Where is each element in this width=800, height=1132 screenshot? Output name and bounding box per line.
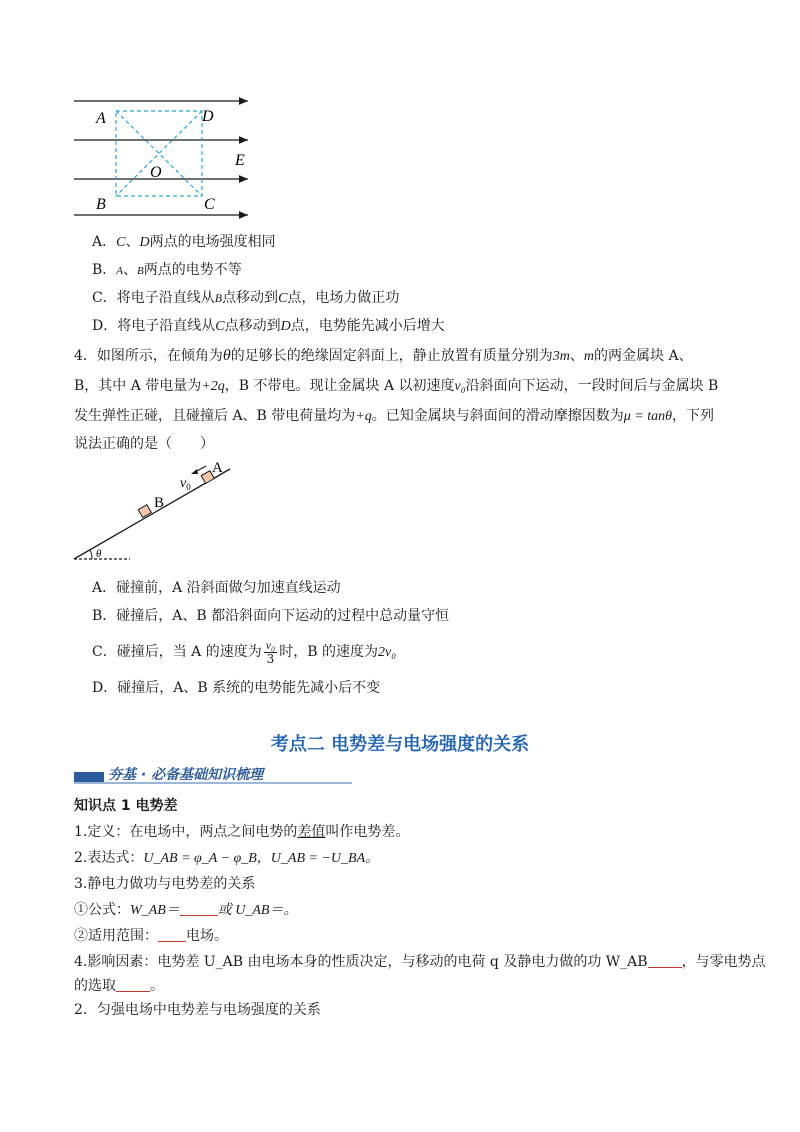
next-topic-line: 2．匀强电场中电势差与电场强度的关系 [74,1002,321,1018]
q4-line-4: 说法正确的是（ ） [74,436,214,452]
expression-line: 2.表达式：U_AB = φ_A − φ_B，U_AB = −U_BA。 [74,850,380,866]
formula-line: ①公式：W_AB＝ 或 U_AB＝。 [74,902,298,918]
block-b-label: B [154,495,165,511]
label-c: C [204,196,215,213]
banner-bar [74,772,104,782]
factor-line-2: 的选取 。 [74,978,164,994]
relation-line: 3.静电力做功与电势差的关系 [74,876,256,892]
incline-figure [70,455,240,565]
blank-w-ab[interactable] [648,953,682,968]
block-a-label: A [212,460,223,476]
factor-line-1: 4.影响因素：电势差 U_AB 由电场本身的性质决定，与移动的电荷 q 及静电力做的功 W_AB ，与零电势点 [74,954,766,970]
electric-field-figure [70,90,260,225]
scope-line: ②适用范围： 电场。 [74,928,228,944]
q4-option-a: A．碰撞前，A 沿斜面做匀加速直线运动 [92,580,341,596]
q4-option-d: D．碰撞后，A、B 系统的电势能先减小后不变 [92,680,381,696]
banner-text: 夯基 · 必备基础知识梳理 [108,767,264,783]
label-a: A [96,110,106,127]
q4-option-c: C．碰撞后，当 A 的速度为 $\frac{\text{v₀}}{3}$ 时，B 的速度为2v₀ [92,637,397,666]
q3-option-c: C．将电子沿直线从B点移动到C点，电场力做正功 [92,290,400,306]
fraction-v0-over-3: $\frac{\text{v₀}}{3}$ [265,637,276,666]
theta-label: θ [96,548,102,560]
q3-option-d: D．将电子沿直线从C点移动到D点，电势能先减小后增大 [92,318,445,334]
knowledge-heading: 知识点 1 电势差 [74,798,178,814]
q3-option-a: A．C、D两点的电场强度相同 [92,234,276,250]
blank-scope[interactable] [158,927,186,942]
q3-option-b: B．A、B两点的电势不等 [92,262,242,278]
blank-zero-point[interactable] [116,977,150,992]
label-o: O [150,164,162,181]
q4-line-1: 4．如图所示，在倾角为θ的足够长的绝缘固定斜面上，静止放置有质量分别为3m、m的两金属块 A、 [74,347,693,364]
label-b: B [96,196,106,213]
v0-label: $v_0$ [180,476,191,492]
label-d: D [202,108,214,125]
blank-w[interactable] [180,901,218,916]
q4-option-b: B．碰撞后，A、B 都沿斜面向下运动的过程中总动量守恒 [92,608,450,624]
section-title: 考点二 电势差与电场强度的关系 [270,734,530,755]
q4-line-3: 发生弹性正碰，且碰撞后 A、B 带电荷量均为+q。已知金属块与斜面间的滑动摩擦因数为μ = tanθ，下列 [74,408,715,424]
q4-line-2: B，其中 A 带电量为+2q，B 不带电。现让金属块 A 以初速度v₀沿斜面向下运动，一段时间后与金属块 B [74,378,719,394]
section-banner [74,764,352,784]
definition-line: 1.定义：在电场中，两点之间电势的差值叫作电势差。 [74,824,410,840]
label-e: E [235,152,245,169]
